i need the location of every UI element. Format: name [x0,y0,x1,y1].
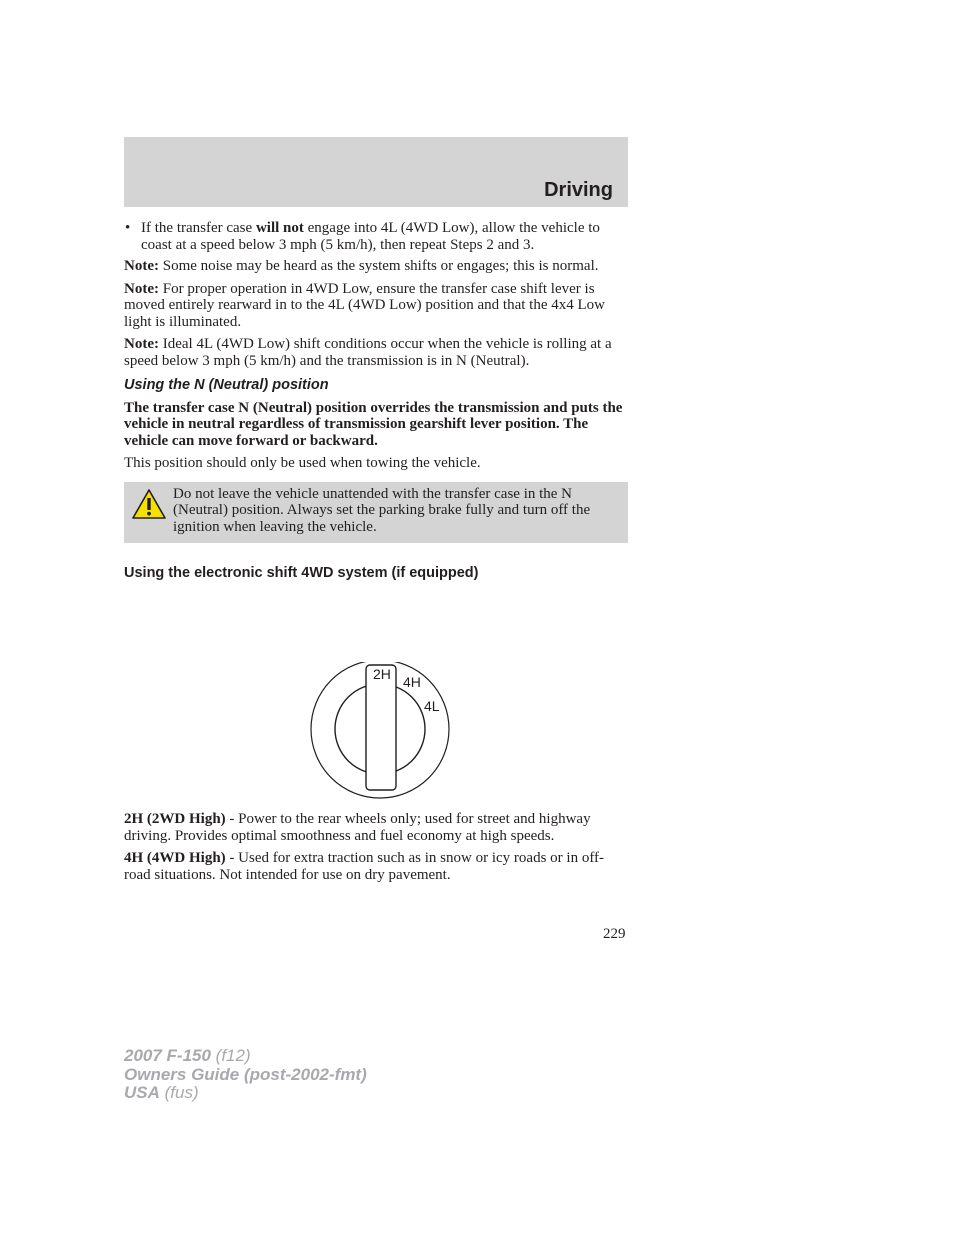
warning-box [124,482,628,543]
note-label: Note: [124,280,159,297]
neutral-heading: Using the N (Neutral) position [124,377,329,393]
footer [124,1047,367,1103]
footer-market: USA [124,1083,160,1102]
page-number: 229 [603,926,626,942]
bullet-text-pre: If the transfer case [141,220,256,236]
neutral-bold-text: The transfer case N (Neutral) position overrides the transmission and puts the vehicle in neutral regardless of transmission gearshift lever position. The vehicle can move forward or backward. [124,399,623,449]
knob-label-4l: 4L [424,698,440,714]
definition-2h [124,811,628,844]
definition-term: 2H (2WD High) [124,811,226,827]
note-label: Note: [124,258,159,274]
warning-triangle-icon [131,488,167,520]
footer-line-3 [124,1084,367,1103]
bullet-dot: • [125,220,131,236]
note-2 [124,281,628,331]
bullet-text-bold: will not [255,220,304,236]
footer-model: 2007 F-150 [124,1046,211,1065]
definition-text: - Power to the rear wheels only; used for street and highway driving. Provides optimal smoothness and fuel economy at high speeds. [124,811,591,844]
bullet-item [124,220,628,253]
definition-term: 4H (4WD High) [124,850,226,866]
footer-guide: Owners Guide (post-2002-fmt) [124,1064,367,1084]
neutral-text: This position should only be used when towing the vehicle. [124,455,481,471]
footer-line-2 [124,1066,367,1085]
note-label: Note: [124,336,159,352]
note-1 [124,258,628,275]
definitions [124,811,628,889]
note-3 [124,336,628,369]
footer-line-1 [124,1047,367,1066]
note-text: For proper operation in 4WD Low, ensure the transfer case shift lever is moved entirely rearward in to the 4L (4WD Low) position and that the 4x4 Low light is illuminated. [124,280,605,330]
note-text: Ideal 4L (4WD Low) shift conditions occur when the vehicle is rolling at a speed below 3 mph (5 km/h) and the transmission is in N (Neutral). [124,336,612,369]
definition-text: - Used for extra traction such as in snow or icy roads or in off-road situations. Not intended for use on dry pavement. [124,850,605,883]
definition-4h [124,850,628,883]
knob-diagram [306,662,456,802]
section-title: Driving [544,179,613,201]
transfer-case-knob-illustration [306,662,456,802]
main-content [124,220,628,581]
electronic-heading: Using the electronic shift 4WD system (if equipped) [124,564,479,581]
warning-text: Do not leave the vehicle unattended with the transfer case in the N (Neutral) position. Always set the parking brake fully and turn off the ignition when leaving the vehicle. [173,485,591,535]
note-text: Some noise may be heard as the system shifts or engages; this is normal. [158,258,599,274]
section-header-band [124,137,628,207]
knob-label-2h: 2H [373,666,391,682]
footer-model-code: (f12) [210,1046,251,1065]
bullet-text-post: engage into 4L (4WD Low), allow the vehicle to coast at a speed below 3 mph (5 km/h), then repeat Steps 2 and 3. [141,220,600,253]
footer-market-code: (fus) [159,1083,199,1102]
knob-label-4h: 4H [403,674,421,690]
